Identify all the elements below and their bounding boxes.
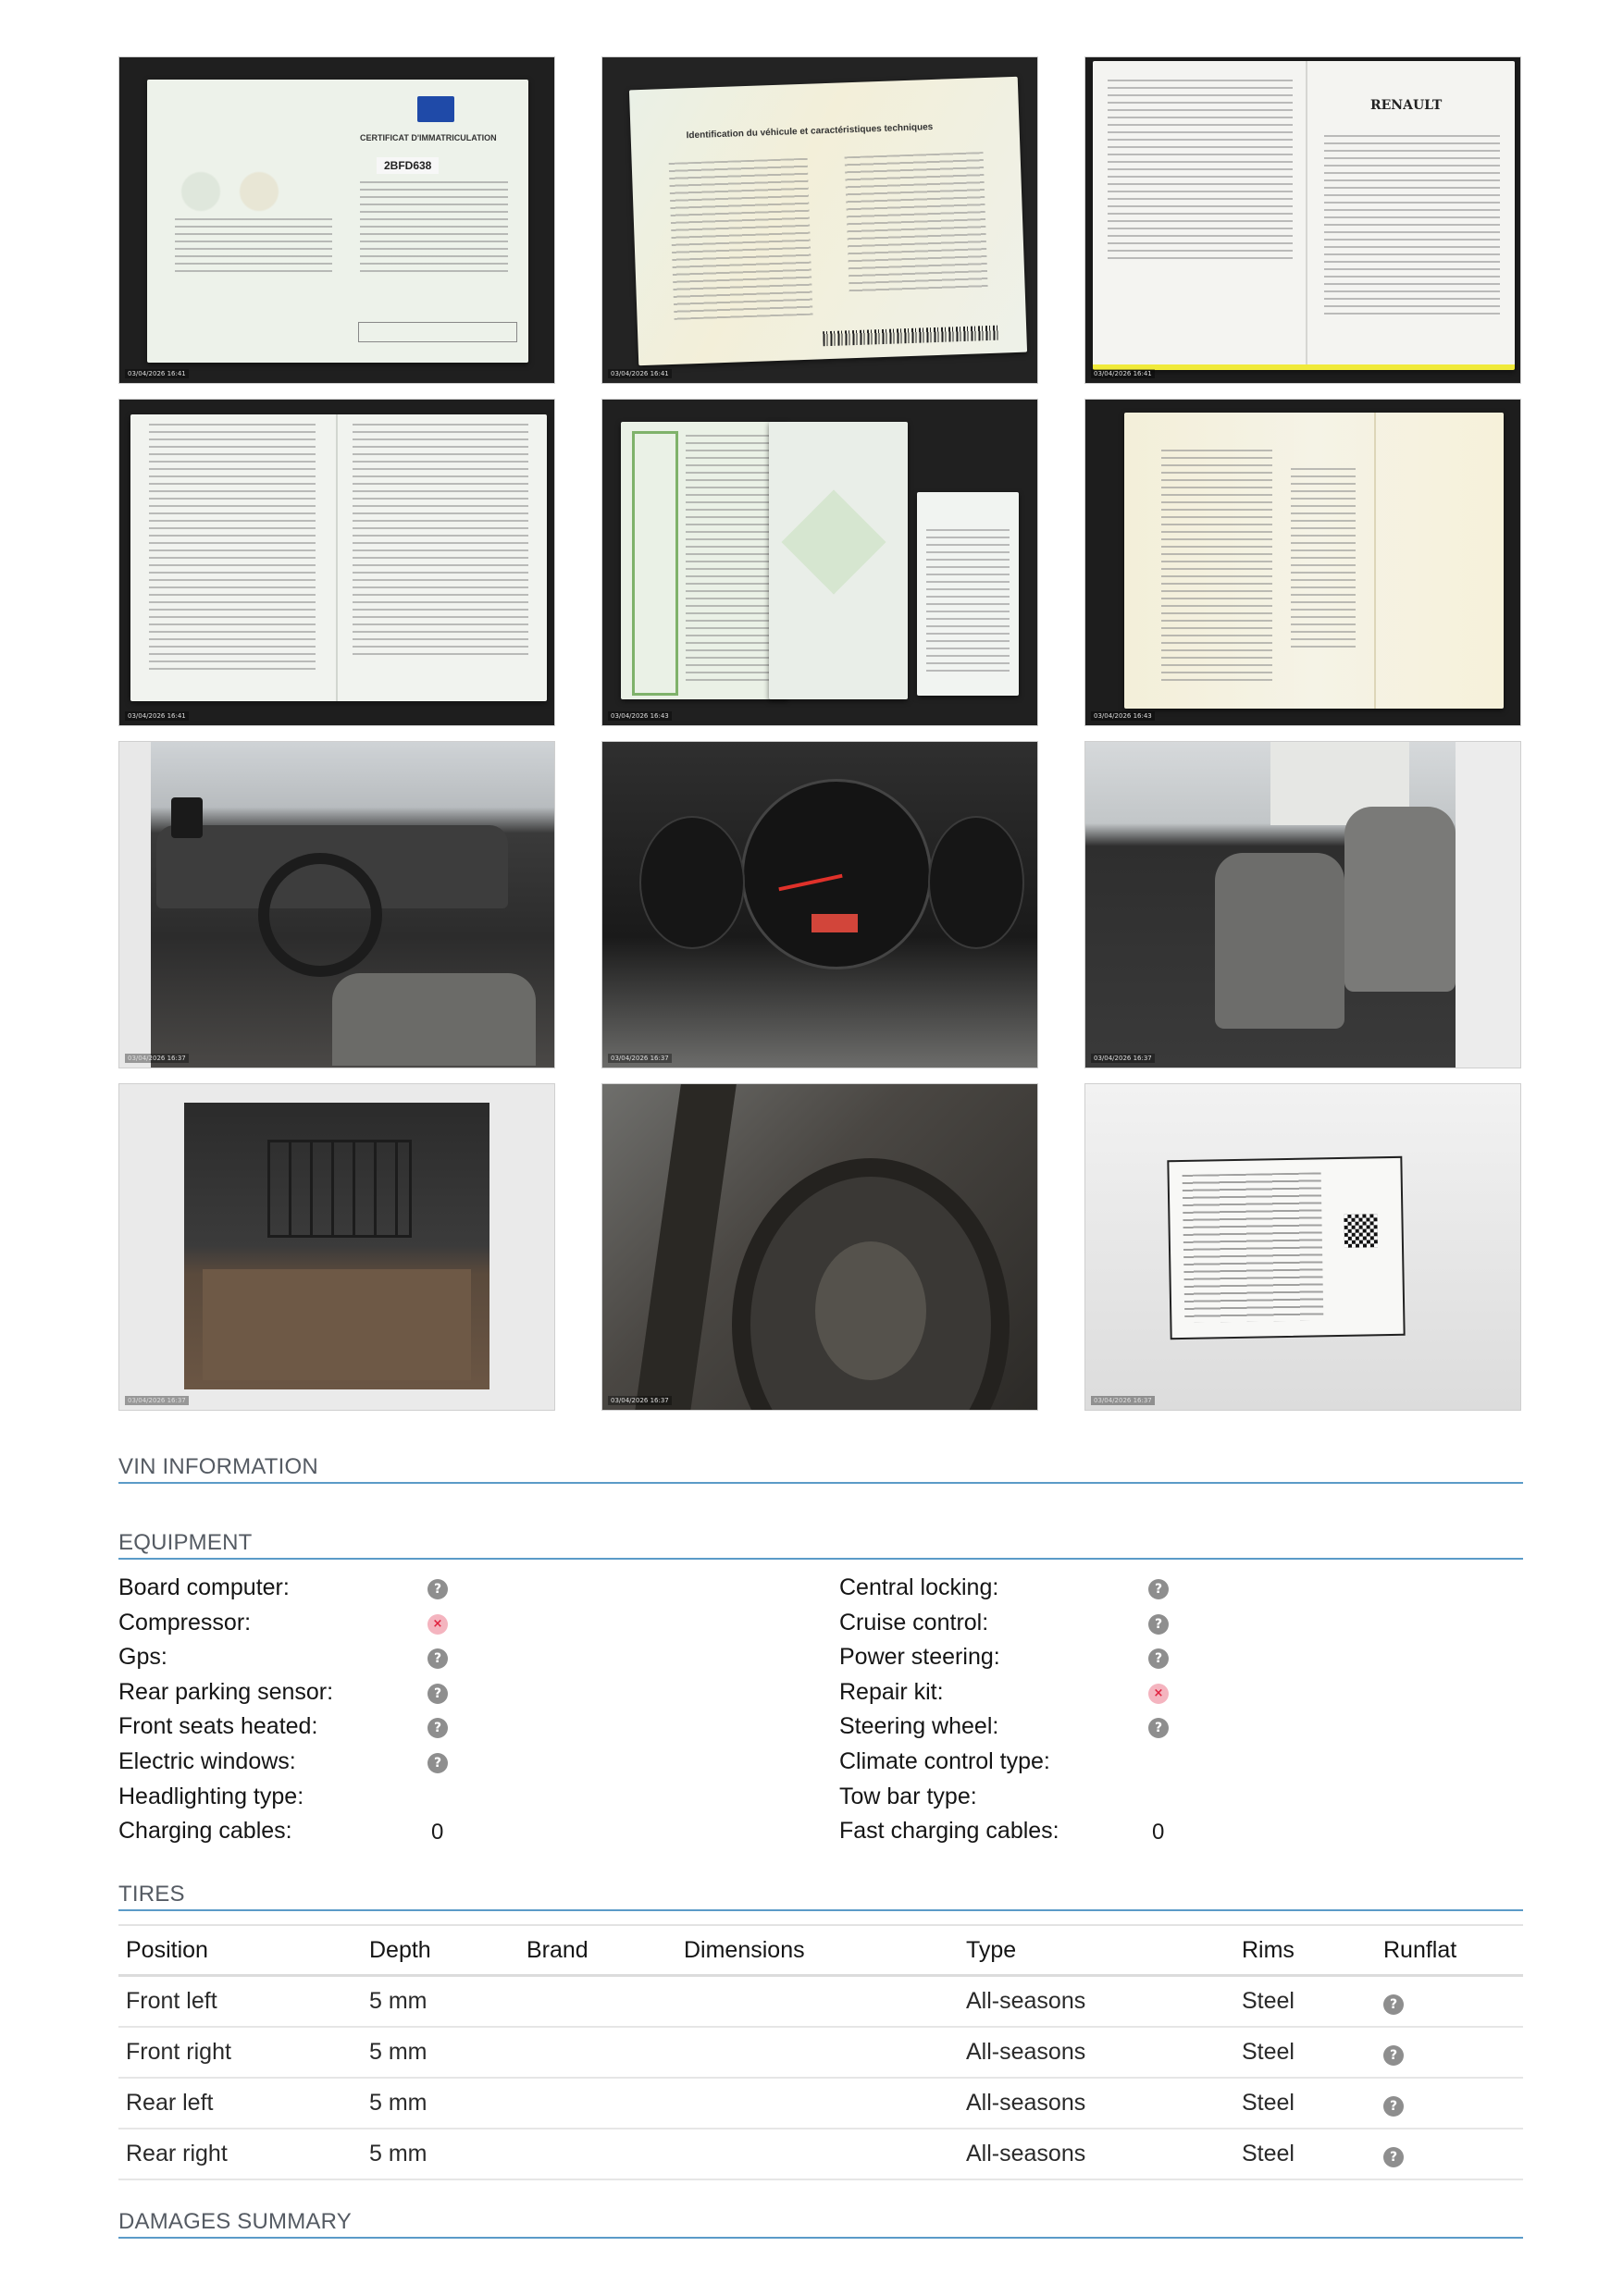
- unknown-icon: ?: [1383, 2045, 1404, 2066]
- document-sheet: [621, 422, 787, 699]
- photo-cargo-area[interactable]: [118, 1083, 555, 1411]
- photo-inspection-documents[interactable]: [601, 399, 1038, 726]
- equipment-label: Front seats heated:: [118, 1713, 318, 1739]
- photo-timestamp: 03/04/2026 16:37: [1091, 1396, 1155, 1405]
- equipment-label: Board computer:: [118, 1574, 290, 1600]
- cell-rims: Steel: [1234, 2078, 1376, 2129]
- steering-wheel-icon: [258, 853, 382, 977]
- document-sheet: [130, 414, 547, 701]
- text-lines: [149, 424, 316, 673]
- vin-box: [358, 322, 517, 342]
- table-row: [118, 1976, 1523, 2028]
- unknown-icon: ?: [427, 1684, 448, 1704]
- unknown-icon: ?: [1148, 1648, 1169, 1669]
- col-runflat: Runflat: [1376, 1925, 1523, 1976]
- equipment-label: Electric windows:: [118, 1748, 296, 1774]
- equipment-label: Cruise control:: [839, 1610, 989, 1636]
- unknown-icon: ?: [1148, 1614, 1169, 1635]
- seat-shape: [332, 973, 536, 1066]
- unknown-icon: ?: [1383, 2096, 1404, 2117]
- unknown-icon: ?: [427, 1648, 448, 1669]
- cell-brand: [519, 1976, 676, 2028]
- unknown-icon: ?: [427, 1718, 448, 1738]
- photo-timestamp: 03/04/2026 16:41: [608, 369, 672, 378]
- col-depth: Depth: [362, 1925, 519, 1976]
- cell-dimensions: [676, 2129, 959, 2179]
- document-sheet: [629, 77, 1027, 365]
- seat-shape: [1215, 853, 1344, 1029]
- cell-rims: Steel: [1234, 2129, 1376, 2179]
- unknown-icon: ?: [1383, 1994, 1404, 2015]
- cell-rims: Steel: [1234, 1976, 1376, 2028]
- unavailable-icon: ×: [1148, 1684, 1169, 1704]
- equipment-label: Repair kit:: [839, 1679, 944, 1705]
- document-sheet: [917, 492, 1019, 696]
- equipment-label: Steering wheel:: [839, 1713, 999, 1739]
- tires-table: [118, 1924, 1523, 2180]
- document-sheet: [769, 422, 908, 699]
- equipment-label: Rear parking sensor:: [118, 1679, 334, 1705]
- photo-conformity-detail[interactable]: [118, 399, 555, 726]
- text-lines: [686, 435, 774, 685]
- cell-dimensions: [676, 1976, 959, 2028]
- text-lines: [360, 181, 508, 274]
- text-lines: [926, 529, 1010, 677]
- text-lines: [1291, 468, 1356, 653]
- cell-type: All-seasons: [959, 2078, 1234, 2129]
- vin-label-plate: [1167, 1156, 1405, 1339]
- photo-timestamp: 03/04/2026 16:41: [1091, 369, 1155, 378]
- photo-timestamp: 03/04/2026 16:37: [608, 1054, 672, 1063]
- cell-depth: 5 mm: [362, 2078, 519, 2129]
- cell-position: Front left: [118, 1976, 362, 2028]
- text-lines: [1324, 135, 1500, 320]
- equipment-label: Climate control type:: [839, 1748, 1050, 1774]
- equipment-label: Power steering:: [839, 1644, 1000, 1670]
- cell-runflat: [1376, 2129, 1523, 2179]
- col-position: Position: [118, 1925, 362, 1976]
- photo-timestamp: 03/04/2026 16:37: [608, 1396, 672, 1405]
- display-readout: [812, 914, 858, 932]
- cell-position: Rear right: [118, 2129, 362, 2179]
- photo-timestamp: 03/04/2026 16:41: [125, 369, 189, 378]
- phone-holder-icon: [171, 797, 203, 838]
- cell-position: Front right: [118, 2027, 362, 2078]
- col-rims: Rims: [1234, 1925, 1376, 1976]
- door-frame: [119, 742, 151, 1068]
- photo-spare-wheel[interactable]: [601, 1083, 1038, 1411]
- cell-brand: [519, 2027, 676, 2078]
- left-gauge: [639, 816, 745, 949]
- photo-vehicle-identification[interactable]: [601, 56, 1038, 384]
- photo-dashboard-interior[interactable]: [118, 741, 555, 1068]
- equipment-label: Compressor:: [118, 1610, 252, 1636]
- cell-depth: 5 mm: [362, 2027, 519, 2078]
- equipment-label: Gps:: [118, 1644, 167, 1670]
- equipment-value: 0: [1152, 1820, 1165, 1845]
- fold-line: [1374, 413, 1376, 709]
- photo-instrument-cluster[interactable]: [601, 741, 1038, 1068]
- photo-registration-certificate[interactable]: [118, 56, 555, 384]
- cell-runflat: [1376, 2027, 1523, 2078]
- equipment-label: Central locking:: [839, 1574, 999, 1600]
- cell-brand: [519, 2129, 676, 2179]
- table-row: [118, 2027, 1523, 2078]
- seal-circles: [167, 168, 334, 215]
- document-sheet: [1124, 413, 1504, 709]
- col-dimensions: Dimensions: [676, 1925, 959, 1976]
- text-lines: [175, 218, 332, 274]
- cell-dimensions: [676, 2078, 959, 2129]
- document-title: CERTIFICAT D'IMMATRICULATION: [360, 133, 497, 142]
- partition-grid: [267, 1140, 412, 1238]
- unknown-icon: ?: [427, 1753, 448, 1773]
- table-header-row: [118, 1925, 1523, 1976]
- qr-code-icon: [1344, 1214, 1378, 1248]
- cell-depth: 5 mm: [362, 1976, 519, 2028]
- text-lines: [669, 158, 813, 320]
- cell-depth: 5 mm: [362, 2129, 519, 2179]
- col-brand: Brand: [519, 1925, 676, 1976]
- chassis-beam: [635, 1084, 737, 1411]
- photo-timestamp: 03/04/2026 16:37: [125, 1054, 189, 1063]
- section-tires: TIRES: [118, 1882, 1523, 1911]
- barcode-icon: [823, 326, 998, 347]
- document-title: Identification du véhicule et caractéristiques techniques: [686, 121, 934, 142]
- unknown-icon: ?: [1383, 2147, 1404, 2167]
- brand-heading: RENAULT: [1370, 98, 1443, 113]
- cell-runflat: [1376, 2078, 1523, 2129]
- section-vin-information: VIN INFORMATION: [118, 1454, 1523, 1484]
- cell-brand: [519, 2078, 676, 2129]
- section-damages-summary: DAMAGES SUMMARY: [118, 2209, 1523, 2239]
- photo-timestamp: 03/04/2026 16:37: [125, 1396, 189, 1405]
- text-lines: [845, 152, 988, 295]
- cell-type: All-seasons: [959, 1976, 1234, 2028]
- photo-vin-plate[interactable]: [1084, 1083, 1521, 1411]
- text-lines: [1108, 80, 1293, 265]
- col-type: Type: [959, 1925, 1234, 1976]
- photo-timestamp: 03/04/2026 16:43: [1091, 711, 1155, 721]
- unknown-icon: ?: [1148, 1579, 1169, 1599]
- unavailable-icon: ×: [427, 1614, 448, 1635]
- cell-dimensions: [676, 2027, 959, 2078]
- fold-line: [336, 414, 338, 701]
- photo-timestamp: 03/04/2026 16:37: [1091, 1054, 1155, 1063]
- equipment-label: Charging cables:: [118, 1818, 292, 1844]
- cell-rims: Steel: [1234, 2027, 1376, 2078]
- section-equipment: EQUIPMENT: [118, 1530, 1523, 1560]
- photo-inspection-report[interactable]: [1084, 399, 1521, 726]
- rim-shape: [815, 1241, 926, 1380]
- photo-grid: [118, 56, 1523, 1411]
- equipment-label: Fast charging cables:: [839, 1818, 1059, 1844]
- text-lines: [1183, 1172, 1324, 1323]
- table-row: [118, 2078, 1523, 2129]
- eu-flag-icon: [417, 96, 454, 122]
- green-frame: [632, 431, 678, 696]
- cargo-floor: [203, 1269, 471, 1380]
- photo-front-seats[interactable]: [1084, 741, 1521, 1068]
- cell-position: Rear left: [118, 2078, 362, 2129]
- door-panel: [1456, 742, 1521, 1068]
- unknown-icon: ?: [1148, 1718, 1169, 1738]
- document-sheet: [1093, 61, 1515, 370]
- equipment-label: Headlighting type:: [118, 1784, 304, 1809]
- cell-type: All-seasons: [959, 2129, 1234, 2179]
- fold-line: [1306, 61, 1307, 364]
- photo-certificate-conformity[interactable]: [1084, 56, 1521, 384]
- unknown-icon: ?: [427, 1579, 448, 1599]
- photo-timestamp: 03/04/2026 16:43: [608, 711, 672, 721]
- cell-type: All-seasons: [959, 2027, 1234, 2078]
- document-sheet: [147, 80, 528, 363]
- photo-timestamp: 03/04/2026 16:41: [125, 711, 189, 721]
- text-lines: [1161, 450, 1272, 681]
- plate-number: 2BFD638: [377, 157, 439, 174]
- right-gauge: [928, 816, 1024, 949]
- table-row: [118, 2129, 1523, 2179]
- cell-runflat: [1376, 1976, 1523, 2028]
- equipment-label: Tow bar type:: [839, 1784, 977, 1809]
- seat-shape: [1344, 807, 1456, 992]
- text-lines: [353, 424, 528, 655]
- equipment-value: 0: [431, 1820, 444, 1845]
- diamond-mark: [781, 489, 886, 594]
